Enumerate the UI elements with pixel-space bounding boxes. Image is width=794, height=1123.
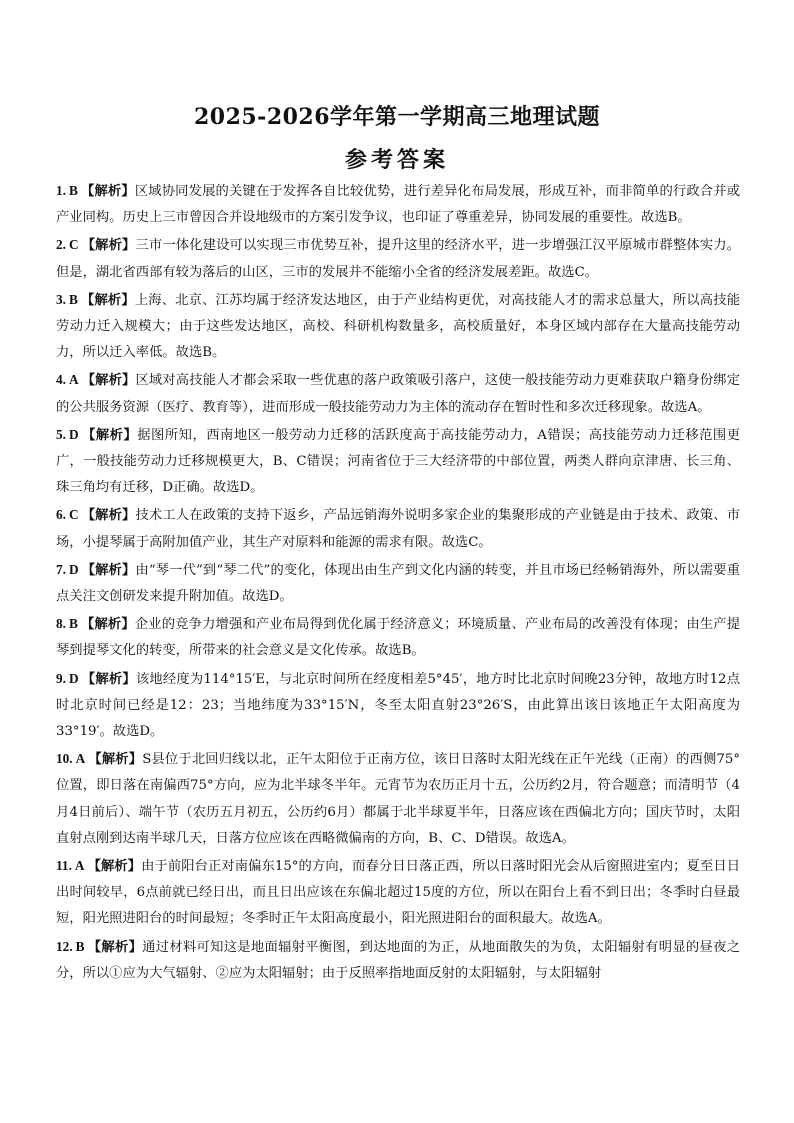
analysis-tag: 【解析】: [81, 562, 136, 578]
analysis-tag: 【解析】: [80, 617, 135, 633]
answer-list: [56, 178, 740, 988]
answer-choice: A: [68, 372, 79, 388]
answer-item-4: [56, 367, 740, 420]
question-number: 12.: [56, 938, 73, 954]
answer-choice: D: [68, 426, 79, 442]
answer-item-1: [56, 178, 740, 231]
analysis-text: 区域协同发展的关键在于发挥各自比较优势，进行差异化布局发展，形成互补，而非简单的行政合并或产业同构。历史上三市曾因合并设地级市的方案引发争议，也印证了尊重差异，协同发展的重要性。故选B。: [56, 184, 741, 226]
answer-choice: B: [75, 938, 85, 954]
question-number: 11.: [56, 858, 72, 874]
analysis-text: 通过材料可知这是地面辐射平衡图，到达地面的为正，从地面散失的为负，太阳辐射有明显的昼夜之分，所以①应为大气辐射、②应为太阳辐射；由于反照率指地面反射的太阳辐射，与太阳辐射: [56, 939, 740, 981]
analysis-tag: 【解析】: [88, 752, 143, 768]
answer-item-8: [56, 611, 740, 664]
question-number: 5.: [56, 426, 66, 442]
analysis-tag: 【解析】: [81, 671, 136, 687]
answer-item-5: [56, 422, 740, 502]
answer-item-10: [56, 746, 740, 852]
analysis-text: 区域对高技能人才都会采取一些优惠的落户政策吸引落户，这使一般技能劳动力更难获取户籍身份绑定的公共服务资源（医疗、教育等），进而形成一般技能劳动力为主体的流动存在暂时性和多次迁移现象。故选A。: [56, 373, 741, 415]
answer-choice: D: [68, 561, 79, 577]
analysis-text: 上海、北京、江苏均属于经济发达地区，由于产业结构更优，对高技能人才的需求总量大，所以高技能劳动力迁入规模大；由于这些发达地区，高校、科研机构数量多，高校质量好，本身区域内部存在大量高技能劳动力，所以迁入率低。故选B。: [56, 292, 741, 361]
analysis-tag: 【解析】: [81, 427, 138, 443]
analysis-tag: 【解析】: [80, 292, 135, 308]
answer-choice: B: [68, 616, 78, 632]
answer-choice: B: [68, 183, 78, 198]
analysis-tag: 【解析】: [87, 859, 142, 875]
answer-choice: A: [75, 751, 86, 767]
answer-choice: B: [68, 291, 78, 307]
analysis-text: 该地经度为114°15′E，与北京时间所在经度相差5°45′，地方时比北京时间晚23分钟，故地方时12点时北京时间已经是12：23；当地纬度为33°15′N，冬至太阳直射23°26′S，由此算出该日该地正午太阳高度为33°19′。故选D。: [56, 671, 740, 740]
answer-choice: C: [68, 237, 79, 253]
answer-item-11: [56, 853, 740, 933]
analysis-text: S县位于北回归线以北，正午太阳位于正南方位，该日日落时太阳光线在正午光线（正南）的西侧75°位置，即日落在南偏西75°方向，应为北半球冬半年。元宵节为农历正月十五，公历约2月，符合题意；而清明节（4月4日前后）、端午节（农历五月初五，公历约6月）都属于北半球夏半年，日落应该在西偏北方向；国庆节时，太阳直射点刚到达南半球几天，日落方位应该在西略微偏南的方向，B、C、D错误。故选A。: [56, 752, 740, 846]
analysis-tag: 【解析】: [87, 939, 143, 955]
answer-choice: D: [68, 670, 79, 686]
answer-item-3: [56, 287, 740, 367]
analysis-tag: 【解析】: [81, 373, 136, 389]
page-title: 2025-2026学年第一学期高三地理试题: [193, 104, 601, 130]
answer-item-9: [56, 666, 740, 746]
analysis-tag: 【解析】: [80, 184, 135, 199]
analysis-text: 由“琴一代”到“琴二代”的变化，体现出由生产到文化内涵的转变，并且市场已经畅销海外，所以需要重点关注文创研发来提升附加值。故选D。: [56, 562, 740, 605]
question-number: 4.: [56, 372, 66, 388]
answer-choice: A: [74, 858, 85, 874]
question-number: 6.: [56, 507, 66, 523]
answer-item-6: [56, 502, 740, 555]
question-number: 2.: [56, 237, 66, 253]
question-number: 10.: [56, 751, 73, 767]
analysis-text: 技术工人在政策的支持下返乡，产品远销海外说明多家企业的集聚形成的产业链是由于技术、政策、市场，小提琴属于高附加值产业，其生产对原料和能源的需求有限。故选C。: [56, 508, 741, 550]
question-number: 7.: [56, 561, 66, 577]
answer-item-7: [56, 557, 740, 610]
page-subtitle: 参考答案: [344, 147, 449, 173]
analysis-text: 三市一体化建设可以实现三市优势互补，提升这里的经济水平，进一步增强江汉平原城市群整体实力。但是，湖北省西部有较为落后的山区，三市的发展并不能缩小全省的经济发展差距。故选C。: [56, 238, 741, 280]
answer-item-2: [56, 232, 740, 285]
question-number: 9.: [56, 670, 66, 686]
analysis-tag: 【解析】: [81, 238, 136, 254]
analysis-text: 据图所知，西南地区一般劳动力迁移的活跃度高于高技能劳动力，A错误；高技能劳动力迁移范围更广，一般技能劳动力迁移规模更大，B、C错误；河南省位于三大经济带的中部位置，两类人群向京津唐、长三角、珠三角均有迁移，D正确。故选D。: [56, 427, 740, 496]
question-number: 3.: [56, 291, 66, 307]
answer-choice: C: [68, 507, 79, 523]
answer-item-12: [56, 934, 740, 987]
analysis-tag: 【解析】: [81, 508, 136, 524]
analysis-text: 由于前阳台正对南偏东15°的方向，而春分日日落正西，所以日落时阳光会从后窗照进室内；夏至日日出时间较早，6点前就已经日出，而且日出应该在东偏北超过15度的方位，所以在阳台上看不到日出；冬季时白昼最短，阳光照进阳台的时间最短；冬季时正午太阳高度最小，阳光照进阳台的面积最大。故选A。: [56, 859, 740, 927]
question-number: 8.: [56, 616, 66, 632]
question-number: 1.: [56, 183, 66, 198]
analysis-text: 企业的竞争力增强和产业布局得到优化属于经济意义；环境质量、产业布局的改善没有体现；由生产提琴到提琴文化的转变，所带来的社会意义是文化传承。故选B。: [56, 617, 741, 659]
